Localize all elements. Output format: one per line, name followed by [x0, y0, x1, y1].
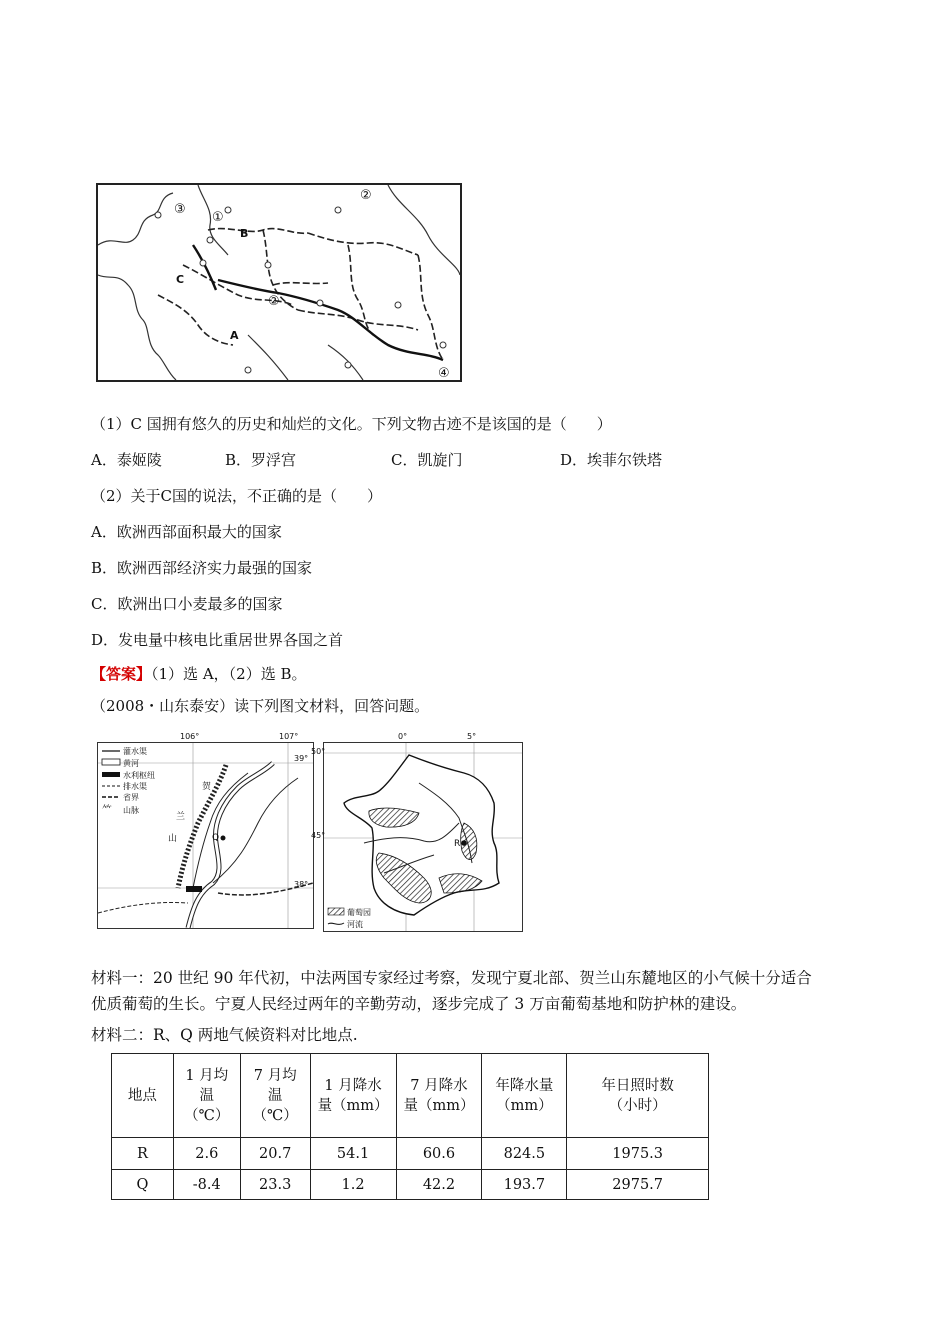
- cell: 2.6: [173, 1138, 240, 1170]
- city-marker: [225, 207, 231, 213]
- answer-text: （1）选 A，（2）选 B。: [151, 665, 307, 683]
- q1-option-d[interactable]: D．埃菲尔铁塔: [560, 451, 663, 469]
- header-jan-temp: 1 月均 温 （℃）: [173, 1054, 240, 1138]
- q1-options: [91, 450, 791, 470]
- city-marker: [200, 260, 206, 266]
- answer-line: [91, 664, 307, 684]
- table-header-row: [112, 1054, 709, 1138]
- legend-river-swatch: [328, 923, 344, 924]
- cell: 20.7: [240, 1138, 310, 1170]
- legend-hub: 水利枢纽: [123, 771, 155, 780]
- lat-39: 39°: [294, 754, 309, 763]
- label-q: Q: [212, 833, 220, 843]
- drain: [98, 902, 188, 913]
- label-c1: ①: [212, 210, 224, 225]
- material1-line1: 材料一：20 世纪 90 年代初，中法两国专家经过考察，发现宁夏北部、贺兰山东麓地区的小气候十分适合: [91, 969, 812, 987]
- ningxia-map: [97, 742, 314, 929]
- border: [418, 255, 443, 360]
- header-jul-precip: 7 月降水 量（mm）: [396, 1054, 482, 1138]
- legend-mountain: 山脉: [123, 806, 139, 815]
- label-shan: 山: [168, 834, 178, 844]
- answer-tag: 【答案】: [91, 665, 152, 683]
- point-r: [461, 840, 467, 846]
- legend-canal: 灌水渠: [123, 747, 147, 756]
- header-annual-precip: 年降水量 （mm）: [482, 1054, 567, 1138]
- cell: 1.2: [310, 1170, 396, 1200]
- lon-5: 5°: [467, 732, 477, 741]
- q1-option-c[interactable]: C．凯旋门: [391, 451, 463, 469]
- label-c3: ③: [174, 202, 186, 217]
- border: [273, 283, 328, 285]
- label-c2-top: ②: [360, 188, 372, 203]
- label-r: R: [454, 839, 461, 849]
- city-marker: [317, 300, 323, 306]
- legend-vineyard: 葡萄园: [347, 908, 371, 917]
- city-marker: [155, 212, 161, 218]
- q2-option-b[interactable]: B．欧洲西部经济实力最强的国家: [91, 559, 313, 577]
- coastline: [388, 185, 460, 275]
- france-map-drawing: [324, 743, 522, 931]
- cell: 2975.7: [567, 1170, 709, 1200]
- point-q: [221, 836, 226, 841]
- legend-river-swatch: [102, 759, 120, 765]
- mountain-icon: ⺮: [102, 805, 112, 816]
- q1-option-a[interactable]: A．泰姬陵: [91, 451, 162, 469]
- cell: 54.1: [310, 1138, 396, 1170]
- label-b: B: [240, 227, 249, 240]
- label-c4: ④: [438, 366, 450, 380]
- coastline: [98, 275, 176, 380]
- cell: -8.4: [173, 1170, 240, 1200]
- city-marker: [207, 237, 213, 243]
- city-marker: [440, 342, 446, 348]
- cell: 23.3: [240, 1170, 310, 1200]
- border: [298, 310, 418, 330]
- legend-river: 河流: [347, 920, 363, 929]
- legend-vineyard-swatch: [328, 908, 344, 915]
- europe-map-drawing: [98, 185, 460, 380]
- city-marker: [345, 362, 351, 368]
- yellow-river-outer: [188, 763, 273, 928]
- legend-river: 黄河: [123, 759, 139, 768]
- q2-option-d[interactable]: D．发电量中核电比重居世界各国之首: [91, 631, 344, 649]
- q2-stem: （2）关于C国的说法，不正确的是（ ）: [91, 487, 383, 505]
- coastline: [328, 345, 363, 380]
- climate-table: [111, 1053, 709, 1200]
- city-marker: [265, 262, 271, 268]
- ningxia-map-drawing: [98, 743, 313, 928]
- cell: 193.7: [482, 1170, 567, 1200]
- coastline: [248, 335, 288, 380]
- cell: R: [112, 1138, 174, 1170]
- border: [158, 295, 233, 345]
- legend-hub-swatch: [102, 772, 120, 777]
- table-row: [112, 1170, 709, 1200]
- legend-drain: 排水渠: [123, 782, 147, 791]
- lat-50: 50°: [311, 747, 326, 756]
- river: [193, 245, 216, 290]
- lat-38: 38°: [294, 880, 309, 889]
- header-jul-temp: 7 月均 温 （℃）: [240, 1054, 310, 1138]
- cell: 60.6: [396, 1138, 482, 1170]
- border: [308, 233, 418, 255]
- label-a: A: [230, 329, 239, 342]
- cell: 824.5: [482, 1138, 567, 1170]
- europe-map: [96, 183, 462, 382]
- label-c: C: [176, 273, 185, 286]
- q2-option-a[interactable]: A．欧洲西部面积最大的国家: [91, 523, 282, 541]
- france-map: [323, 742, 523, 932]
- border: [208, 229, 308, 234]
- lat-45: 45°: [311, 831, 326, 840]
- q1-stem: （1）C 国拥有悠久的历史和灿烂的文化。下列文物古迹不是该国的是（ ）: [91, 415, 612, 433]
- cell: 42.2: [396, 1170, 482, 1200]
- lon-107: 107°: [279, 732, 299, 741]
- yellow-river-inner: [188, 763, 273, 928]
- river: [218, 280, 443, 360]
- q2-option-c[interactable]: C．欧洲出口小麦最多的国家: [91, 595, 283, 613]
- source-line: （2008・山东泰安）读下列图文材料，回答问题。: [91, 697, 430, 715]
- cell: 1975.3: [567, 1138, 709, 1170]
- city-marker: [245, 367, 251, 373]
- q1-option-b[interactable]: B．罗浮宫: [225, 451, 297, 469]
- label-he: 贺: [202, 782, 212, 792]
- label-c2: ②: [268, 294, 280, 309]
- material2-line: 材料二：R、Q 两地气候资料对比地点.: [91, 1026, 358, 1044]
- lon-0: 0°: [398, 732, 408, 741]
- table-row: [112, 1138, 709, 1170]
- header-jan-precip: 1 月降水 量（mm）: [310, 1054, 396, 1138]
- lon-106: 106°: [180, 732, 200, 741]
- label-lan: 兰: [176, 812, 186, 822]
- legend-border: 省界: [123, 793, 139, 802]
- coastline: [98, 193, 173, 245]
- water-hub: [186, 886, 202, 892]
- header-location: 地点: [112, 1054, 174, 1138]
- material1-line2: 优质葡萄的生长。宁夏人民经过两年的辛勤劳动，逐步完成了 3 万亩葡萄基地和防护林的建设。: [91, 995, 747, 1013]
- cell: Q: [112, 1170, 174, 1200]
- city-marker: [395, 302, 401, 308]
- city-marker: [335, 207, 341, 213]
- header-sunshine: 年日照时数 （小时）: [567, 1054, 709, 1138]
